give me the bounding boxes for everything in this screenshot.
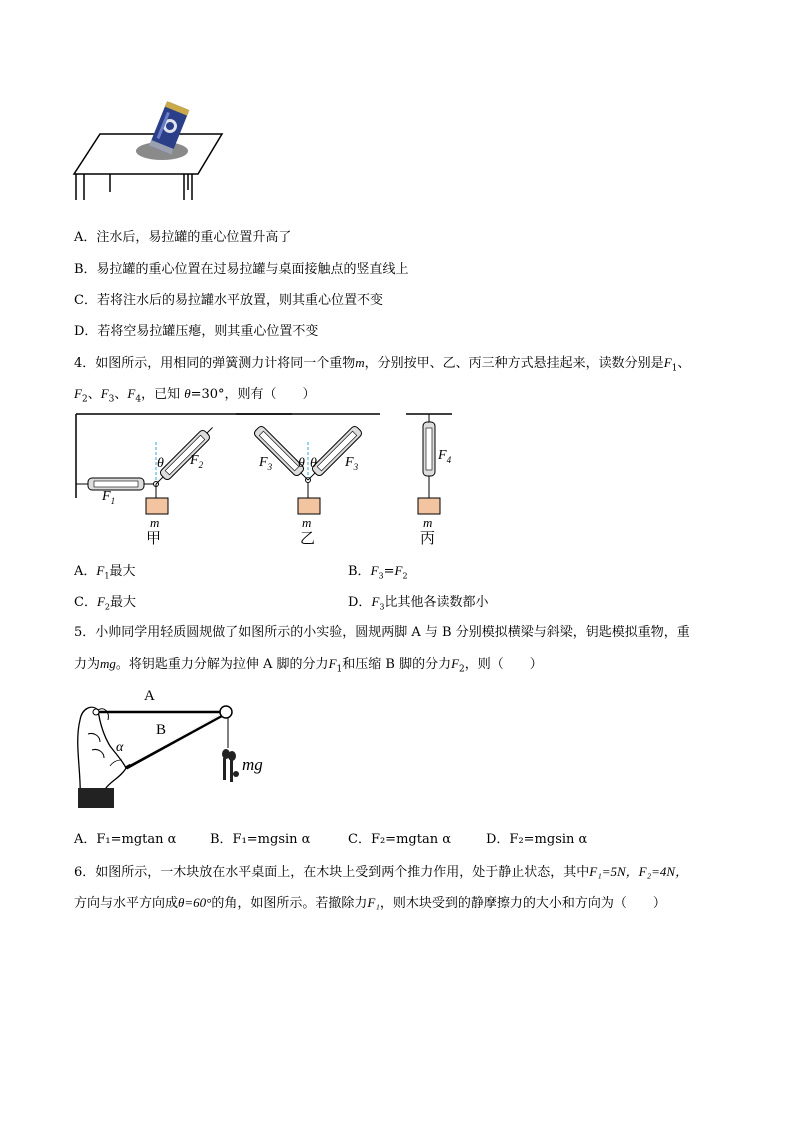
q5-option-d: D．F₂=mgsin α [486, 832, 588, 847]
scale-f4 [423, 414, 435, 498]
caption-yi: 乙 [300, 529, 316, 547]
label-m-yi: m [302, 515, 312, 530]
label-theta-yi-right: θ [310, 456, 317, 471]
mass-bing [418, 498, 440, 514]
q5-option-c: C．F₂=mgtan α [348, 832, 451, 847]
compass-figure [70, 684, 290, 812]
label-f4: $F_4$ [438, 448, 452, 465]
label-f3-right: $F_3$ [345, 455, 359, 472]
label-alpha: α [116, 740, 124, 755]
compass-leg-b [126, 712, 228, 768]
label-b: B [156, 722, 167, 738]
label-f2: $F_2$ [190, 453, 204, 470]
q3-option-d: D．若将空易拉罐压瘪，则其重心位置不变 [74, 324, 319, 339]
q5-stem-line2: 力为mg。将钥匙重力分解为拉伸 A 脚的分力$F_1$和压缩 B 脚的分力$F_2$，则（ ） [74, 656, 543, 675]
mass-jia [146, 498, 168, 514]
mass-yi [298, 498, 320, 514]
label-theta-yi-left: θ [298, 456, 305, 471]
table-can-figure [70, 96, 230, 200]
caption-jia: 甲 [146, 529, 162, 547]
label-theta-jia: θ [157, 456, 164, 471]
spring-scale-figure [70, 408, 470, 548]
label-mg: mg [242, 755, 263, 774]
q4-option-b: B．$F_3=F_2$ [348, 563, 408, 581]
label-f1: $F_1$ [102, 489, 116, 506]
q3-option-a: A．注水后，易拉罐的重心位置升高了 [74, 230, 292, 245]
compass-hinge [220, 706, 232, 718]
q4-option-c: C．$F_2$最大 [74, 594, 137, 612]
q6-stem-line1: 6．如图所示，一木块放在水平桌面上，在木块上受到两个推力作用，处于静止状态，其中F₁=5N，F₂=4N， [74, 864, 689, 880]
caption-bing: 丙 [420, 529, 436, 547]
q5-stem-line1: 5．小帅同学用轻质圆规做了如图所示的小实验，圆规两脚 A 与 B 分别模拟横梁与斜梁，钥匙模拟重物，重 [74, 625, 690, 640]
keys [222, 749, 239, 782]
q4-stem-line1: 4．如图所示，用相同的弹簧测力计将同一个重物m，分别按甲、乙、丙三种方式悬挂起来，读数分别是$F_1$、 [74, 355, 691, 374]
label-m-bing: m [423, 515, 433, 530]
sleeve [78, 788, 114, 808]
q5-option-a: A．F₁=mgtan α [74, 832, 177, 847]
label-f3-left: $F_3$ [259, 455, 273, 472]
q4-option-d: D．$F_3$比其他各读数都小 [348, 594, 489, 612]
q4-option-a: A．$F_1$最大 [74, 563, 136, 581]
q3-option-b: B．易拉罐的重心位置在过易拉罐与桌面接触点的竖直线上 [74, 262, 409, 277]
q6-stem-line2: 方向与水平方向成θ=60°的角，如图所示。若撤除力F₁，则木块受到的静摩擦力的大小和方向为（ ） [74, 895, 666, 911]
label-m-jia: m [150, 515, 160, 530]
label-a: A [144, 688, 155, 704]
q3-option-c: C．若将注水后的易拉罐水平放置，则其重心位置不变 [74, 293, 383, 308]
q5-option-b: B．F₁=mgsin α [210, 832, 311, 847]
q4-stem-line2: $F_2$、$F_3$、$F_4$，已知 θ=30°，则有（ ） [74, 386, 316, 405]
